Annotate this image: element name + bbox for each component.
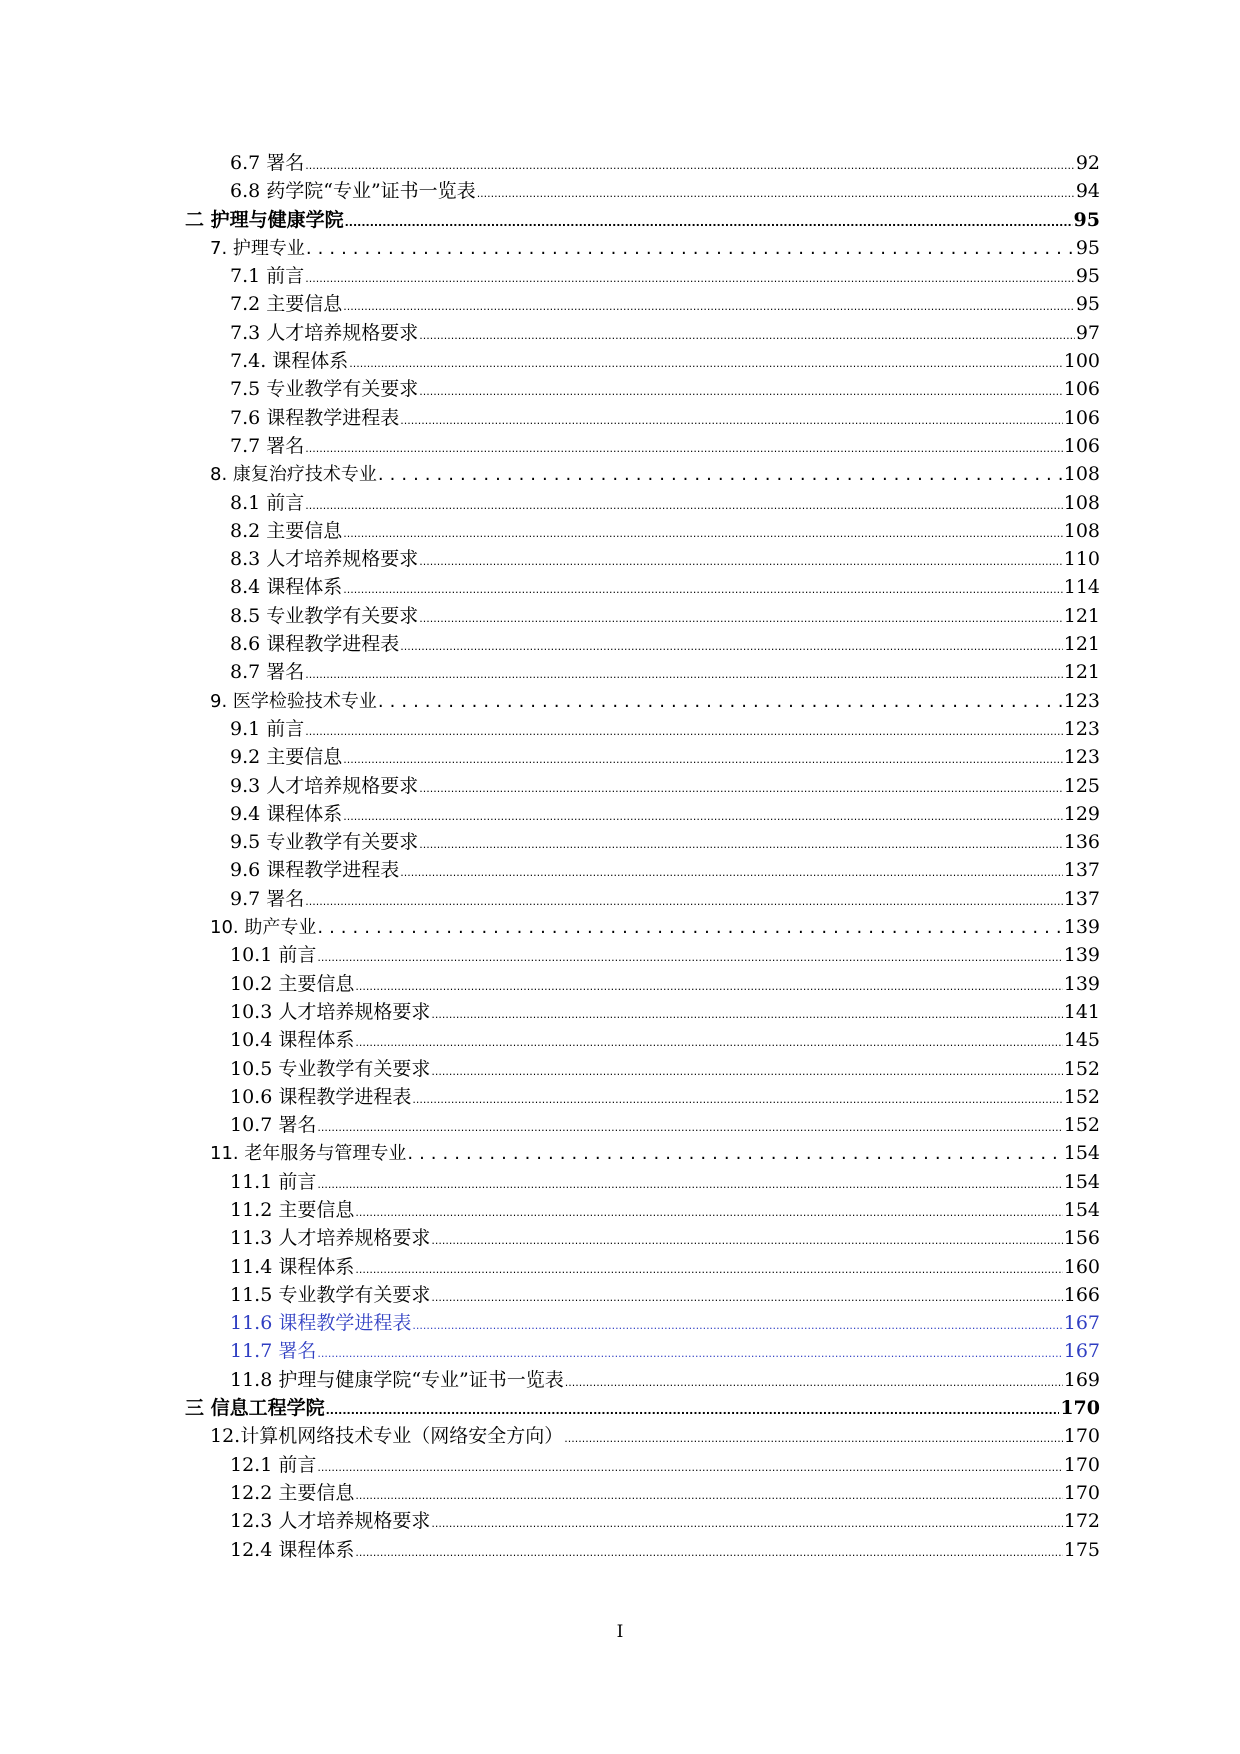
- toc-entry-page-number: 156: [1063, 1227, 1100, 1250]
- toc-entry-label: 11.8 护理与健康学院“专业”证书一览表: [230, 1368, 564, 1391]
- dot-leader: [564, 1425, 1063, 1453]
- toc-entry-page-number: 154: [1063, 1198, 1100, 1221]
- toc-chapter-entry[interactable]: [185, 913, 1100, 941]
- toc-entry-page-number: 108: [1063, 519, 1100, 542]
- dot-leader: [317, 1454, 1062, 1482]
- toc-entry-label: 二 护理与健康学院: [185, 208, 344, 231]
- toc-entry-page-number: 152: [1063, 1057, 1100, 1080]
- dot-leader: [565, 1369, 1063, 1397]
- toc-entry-label: 三 信息工程学院: [185, 1397, 325, 1420]
- toc-entry-page-number: 152: [1063, 1085, 1100, 1108]
- dot-leader: [305, 718, 1062, 746]
- dot-leader: [431, 1284, 1062, 1312]
- page-number: I: [616, 1622, 624, 1642]
- toc-subsection-entry[interactable]: [185, 1281, 1100, 1309]
- toc-chapter-entry[interactable]: [185, 1422, 1100, 1450]
- toc-entry-page-number: 123: [1063, 717, 1100, 740]
- dot-leader: [343, 576, 1062, 604]
- toc-entry-label: 8. 康复治疗技术专业: [210, 464, 377, 486]
- toc-section-heading[interactable]: [185, 1394, 1100, 1422]
- toc-entry-label: 12.3 人才培养规格要求: [230, 1510, 431, 1533]
- toc-entry-label: 7.1 前言: [230, 265, 305, 288]
- toc-entry-page-number: 154: [1063, 1170, 1100, 1193]
- toc-entry-label: 9.4 课程体系: [230, 802, 343, 825]
- toc-subsection-entry[interactable]: [185, 800, 1100, 828]
- toc-chapter-entry[interactable]: [185, 1139, 1100, 1167]
- toc-entry-label: 11.2 主要信息: [230, 1198, 355, 1221]
- toc-entry-page-number: 125: [1063, 774, 1100, 797]
- toc-entry-label: 8.5 专业教学有关要求: [230, 604, 419, 627]
- dot-leader: [355, 973, 1062, 1001]
- toc-subsection-entry[interactable]: [185, 1507, 1100, 1535]
- dot-leader: [477, 180, 1075, 208]
- toc-subsection-entry[interactable]: [185, 658, 1100, 686]
- toc-entry-label: 11.1 前言: [230, 1170, 317, 1193]
- toc-entry-label: 7. 护理专业: [210, 237, 305, 259]
- toc-entry-page-number: 160: [1063, 1255, 1100, 1278]
- toc-entry-page-number: 170: [1063, 1481, 1100, 1504]
- dot-leader: [355, 1256, 1062, 1284]
- toc-entry-page-number: 114: [1063, 576, 1100, 599]
- toc-subsection-entry[interactable]: [185, 885, 1100, 913]
- toc-subsection-entry[interactable]: [185, 1083, 1100, 1111]
- dot-leader: [400, 407, 1062, 435]
- toc-entry-page-number: 139: [1063, 972, 1100, 995]
- toc-entry-page-number: 110: [1063, 548, 1100, 571]
- toc-entry-page-number: 106: [1063, 378, 1100, 401]
- dot-leader: [343, 803, 1062, 831]
- dot-leader: [306, 235, 1075, 263]
- dot-leader: [305, 661, 1062, 689]
- toc-subsection-entry[interactable]: [185, 941, 1100, 969]
- toc-entry-page-number: 123: [1063, 689, 1100, 712]
- toc-entry-page-number: 108: [1063, 463, 1100, 486]
- toc-entry-page-number: 170: [1063, 1425, 1100, 1448]
- toc-subsection-entry[interactable]: [185, 715, 1100, 743]
- toc-entry-page-number: 175: [1063, 1538, 1100, 1561]
- toc-subsection-entry[interactable]: [185, 375, 1100, 403]
- toc-entry-label: 12.1 前言: [230, 1453, 317, 1476]
- toc-entry-page-number: 169: [1063, 1368, 1100, 1391]
- toc-entry-page-number: 170: [1063, 1453, 1100, 1476]
- toc-entry-page-number: 167: [1063, 1312, 1100, 1335]
- toc-entry-label: 8.7 署名: [230, 661, 305, 684]
- dot-leader: [305, 888, 1062, 916]
- toc-entry-label: 9.2 主要信息: [230, 746, 343, 769]
- toc-subsection-entry[interactable]: [185, 1479, 1100, 1507]
- toc-subsection-entry[interactable]: [185, 602, 1100, 630]
- toc-subsection-entry[interactable]: [185, 290, 1100, 318]
- dot-leader: [355, 1199, 1062, 1227]
- dot-leader: [343, 293, 1075, 321]
- toc-entry-page-number: 139: [1063, 944, 1100, 967]
- toc-entry-label: 7.5 专业教学有关要求: [230, 378, 419, 401]
- toc-subsection-entry[interactable]: [185, 1253, 1100, 1281]
- toc-entry-page-number: 121: [1063, 661, 1100, 684]
- toc-entry-page-number: 137: [1063, 859, 1100, 882]
- toc-subsection-entry[interactable]: [185, 1196, 1100, 1224]
- toc-entry-label: 6.8 药学院“专业”证书一览表: [230, 180, 476, 203]
- toc-entry-label: 8.4 课程体系: [230, 576, 343, 599]
- toc-entry-label: 12.4 课程体系: [230, 1538, 355, 1561]
- table-of-contents: [185, 149, 1100, 1564]
- dot-leader: [431, 1058, 1062, 1086]
- toc-entry-label: 11.7 署名: [230, 1340, 317, 1363]
- toc-entry-label: 11.5 专业教学有关要求: [230, 1283, 431, 1306]
- toc-entry-label: 8.3 人才培养规格要求: [230, 548, 419, 571]
- toc-entry-label: 6.7 署名: [230, 152, 305, 174]
- dot-leader: [412, 1086, 1062, 1114]
- toc-entry-label: 11.3 人才培养规格要求: [230, 1227, 431, 1250]
- toc-subsection-entry[interactable]: [185, 404, 1100, 432]
- dot-leader: [355, 1539, 1062, 1567]
- toc-entry-label: 10. 助产专业: [210, 917, 317, 939]
- toc-entry-page-number: 121: [1063, 604, 1100, 627]
- toc-subsection-entry[interactable]: [185, 1536, 1100, 1564]
- toc-entry-page-number: 137: [1063, 887, 1100, 910]
- toc-entry-label: 9.1 前言: [230, 717, 305, 740]
- dot-leader: [407, 1140, 1062, 1168]
- toc-entry-page-number: 170: [1060, 1397, 1100, 1420]
- toc-entry-page-number: 97: [1075, 321, 1100, 344]
- toc-subsection-entry[interactable]: [185, 1055, 1100, 1083]
- toc-chapter-entry[interactable]: [185, 234, 1100, 262]
- toc-subsection-entry[interactable]: [185, 998, 1100, 1026]
- toc-entry-page-number: 145: [1063, 1029, 1100, 1052]
- toc-entry-label: 10.2 主要信息: [230, 972, 355, 995]
- dot-leader: [400, 633, 1062, 661]
- dot-leader: [343, 746, 1062, 774]
- dot-leader: [378, 461, 1063, 489]
- toc-entry-label: 8.6 课程教学进程表: [230, 633, 400, 656]
- toc-subsection-entry[interactable]: [185, 970, 1100, 998]
- dot-leader: [326, 1397, 1060, 1425]
- dot-leader: [343, 520, 1062, 548]
- toc-entry-label: 9.6 课程教学进程表: [230, 859, 400, 882]
- toc-entry-page-number: 106: [1063, 406, 1100, 429]
- toc-entry-page-number: 94: [1075, 180, 1100, 203]
- toc-entry-page-number: 167: [1063, 1340, 1100, 1363]
- toc-subsection-entry[interactable]: [185, 1168, 1100, 1196]
- toc-entry-label: 10.3 人才培养规格要求: [230, 1000, 431, 1023]
- toc-chapter-entry[interactable]: [185, 460, 1100, 488]
- dot-leader: [419, 322, 1075, 350]
- toc-entry-page-number: 121: [1063, 633, 1100, 656]
- toc-entry-label: 7.3 人才培养规格要求: [230, 321, 419, 344]
- toc-entry-label: 9.3 人才培养规格要求: [230, 774, 419, 797]
- dot-leader: [419, 775, 1062, 803]
- toc-subsection-entry[interactable]: [185, 1451, 1100, 1479]
- dot-leader: [400, 859, 1062, 887]
- toc-subsection-entry[interactable]: [185, 1337, 1100, 1365]
- dot-leader: [305, 492, 1062, 520]
- dot-leader: [349, 350, 1062, 378]
- toc-entry-page-number: 129: [1063, 802, 1100, 825]
- toc-entry-page-number: 136: [1063, 831, 1100, 854]
- toc-entry-label: 8.1 前言: [230, 491, 305, 514]
- dot-leader: [431, 1510, 1062, 1538]
- toc-entry-label: 12.计算机网络技术专业（网络安全方向）: [210, 1425, 564, 1448]
- toc-entry-label: 10.1 前言: [230, 944, 317, 967]
- toc-entry-page-number: 95: [1075, 293, 1100, 316]
- toc-entry-label: 7.4. 课程体系: [230, 350, 349, 373]
- toc-entry-page-number: 166: [1063, 1283, 1100, 1306]
- toc-entry-page-number: 95: [1075, 265, 1100, 288]
- toc-entry-label: 7.7 署名: [230, 434, 305, 457]
- toc-chapter-entry[interactable]: [185, 687, 1100, 715]
- toc-entry-label: 11.6 课程教学进程表: [230, 1312, 412, 1335]
- toc-entry-page-number: 95: [1075, 236, 1100, 259]
- toc-section-heading[interactable]: [185, 206, 1100, 234]
- toc-entry-page-number: 154: [1063, 1142, 1100, 1165]
- toc-subsection-entry[interactable]: [185, 772, 1100, 800]
- toc-subsection-entry[interactable]: [185, 630, 1100, 658]
- toc-entry-page-number: 172: [1063, 1510, 1100, 1533]
- toc-subsection-entry[interactable]: [185, 1111, 1100, 1139]
- dot-leader: [317, 944, 1062, 972]
- toc-entry-label: 12.2 主要信息: [230, 1481, 355, 1504]
- dot-leader: [419, 378, 1062, 406]
- toc-entry-page-number: 100: [1063, 350, 1100, 373]
- dot-leader: [431, 1001, 1062, 1029]
- toc-subsection-entry[interactable]: [185, 856, 1100, 884]
- toc-entry-label: 9.5 专业教学有关要求: [230, 831, 419, 854]
- dot-leader: [355, 1482, 1062, 1510]
- dot-leader: [317, 914, 1062, 942]
- dot-leader: [419, 605, 1062, 633]
- dot-leader: [305, 152, 1075, 180]
- dot-leader: [431, 1227, 1062, 1255]
- toc-subsection-entry[interactable]: [185, 347, 1100, 375]
- toc-entry-page-number: 106: [1063, 434, 1100, 457]
- toc-entry-page-number: 123: [1063, 746, 1100, 769]
- toc-entry-label: 9.7 署名: [230, 887, 305, 910]
- toc-entry-label: 7.2 主要信息: [230, 293, 343, 316]
- dot-leader: [317, 1340, 1062, 1368]
- toc-subsection-entry[interactable]: [185, 517, 1100, 545]
- toc-subsection-entry[interactable]: [185, 573, 1100, 601]
- toc-subsection-entry[interactable]: [185, 432, 1100, 460]
- toc-entry-label: 10.5 专业教学有关要求: [230, 1057, 431, 1080]
- toc-entry-label: 8.2 主要信息: [230, 519, 343, 542]
- toc-subsection-entry[interactable]: [185, 545, 1100, 573]
- dot-leader: [419, 548, 1062, 576]
- toc-entry-label: 10.4 课程体系: [230, 1029, 355, 1052]
- dot-leader: [345, 209, 1073, 237]
- toc-subsection-entry[interactable]: [185, 828, 1100, 856]
- dot-leader: [305, 265, 1075, 293]
- toc-subsection-entry[interactable]: [185, 319, 1100, 347]
- dot-leader: [412, 1312, 1062, 1340]
- toc-entry-label: 10.6 课程教学进程表: [230, 1085, 412, 1108]
- toc-entry-label: 11.4 课程体系: [230, 1255, 355, 1278]
- dot-leader: [355, 1029, 1062, 1057]
- toc-entry-label: 7.6 课程教学进程表: [230, 406, 400, 429]
- toc-subsection-entry[interactable]: [185, 1309, 1100, 1337]
- toc-entry-page-number: 92: [1075, 152, 1100, 174]
- dot-leader: [419, 831, 1062, 859]
- dot-leader: [378, 688, 1063, 716]
- dot-leader: [305, 435, 1062, 463]
- toc-entry-page-number: 141: [1063, 1000, 1100, 1023]
- toc-entry-page-number: 108: [1063, 491, 1100, 514]
- toc-subsection-entry[interactable]: [185, 1224, 1100, 1252]
- toc-entry-page-number: 139: [1063, 916, 1100, 939]
- toc-entry-label: 9. 医学检验技术专业: [210, 690, 377, 712]
- toc-entry-page-number: 152: [1063, 1114, 1100, 1137]
- toc-subsection-entry[interactable]: [185, 1366, 1100, 1394]
- dot-leader: [317, 1171, 1062, 1199]
- toc-entry-label: 11. 老年服务与管理专业: [210, 1143, 407, 1165]
- dot-leader: [317, 1114, 1062, 1142]
- toc-subsection-entry[interactable]: [185, 743, 1100, 771]
- toc-entry-label: 10.7 署名: [230, 1114, 317, 1137]
- toc-subsection-entry[interactable]: [185, 262, 1100, 290]
- toc-subsection-entry[interactable]: [185, 489, 1100, 517]
- toc-entry-page-number: 95: [1073, 208, 1100, 231]
- toc-subsection-entry[interactable]: [185, 177, 1100, 205]
- toc-subsection-entry[interactable]: [185, 1026, 1100, 1054]
- toc-subsection-entry[interactable]: [185, 149, 1100, 177]
